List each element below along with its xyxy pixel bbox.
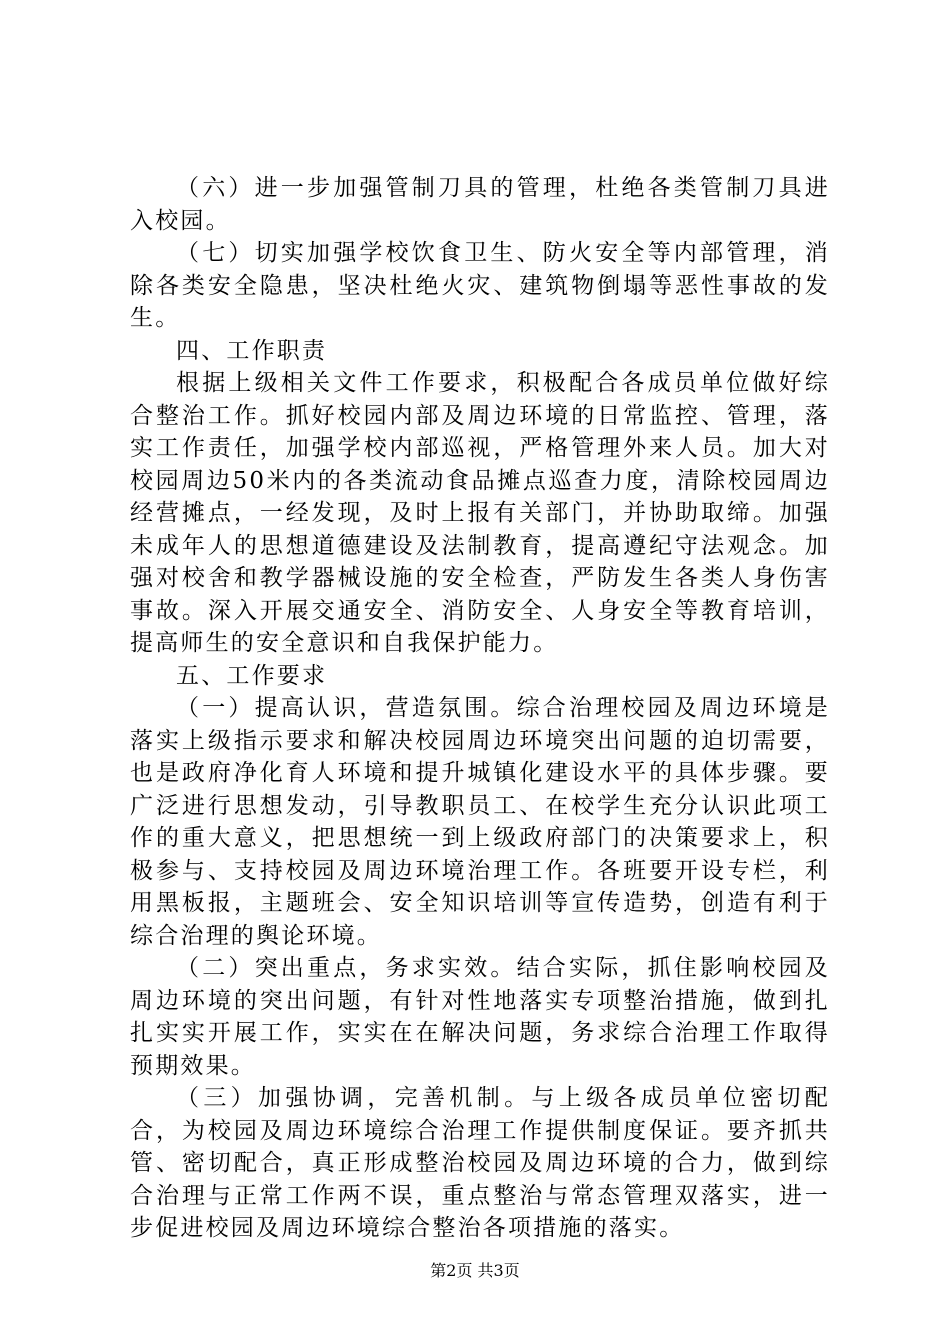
paragraph-item-6: （六）进一步加强管制刀具的管理，杜绝各类管制刀具进入校园。 [130, 175, 830, 234]
section-heading-requirements: 五、工作要求 [176, 662, 328, 689]
paragraph-duties: 根据上级相关文件工作要求，积极配合各成员单位做好综合整治工作。抓好校园内部及周边环境的日常监控、管理，落实工作责任，加强学校内部巡视，严格管理外来人员。加大对校园周边50米内的各类流动食品摊点巡查力度，清除校园周边经营摊点，一经发现，及时上报有关部门，并协助取缔。加强未成年人的思想道德建设及法制教育，提高遵纪守法观念。加强对校舍和教学器械设施的安全检查，严防发生各类人身伤害事故。深入开展交通安全、消防安全、人身安全等教育培训，提高师生的安全意识和自我保护能力。 [130, 370, 830, 656]
paragraph-requirement-3: （三）加强协调，完善机制。与上级各成员单位密切配合，为校园及周边环境综合治理工作提供制度保证。要齐抓共管、密切配合，真正形成整治校园及周边环境的合力，做到综合治理与正常工作两不误，重点整治与常态管理双落实，进一步促进校园及周边环境综合整治各项措施的落实。 [130, 1085, 830, 1241]
paragraph-item-7: （七）切实加强学校饮食卫生、防火安全等内部管理，消除各类安全隐患，坚决杜绝火灾、建筑物倒塌等恶性事故的发生。 [130, 240, 830, 331]
section-heading-duties: 四、工作职责 [176, 337, 328, 364]
document-body [130, 172, 830, 1245]
paragraph-requirement-2: （二）突出重点，务求实效。结合实际，抓住影响校园及周边环境的突出问题，有针对性地落实专项整治措施，做到扎扎实实开展工作，实实在在解决问题，务求综合治理工作取得预期效果。 [130, 955, 830, 1079]
paragraph-requirement-1: （一）提高认识，营造氛围。综合治理校园及周边环境是落实上级指示要求和解决校园周边环境突出问题的迫切需要，也是政府净化育人环境和提升城镇化建设水平的具体步骤。要广泛进行思想发动，引导教职员工、在校学生充分认识此项工作的重大意义，把思想统一到上级政府部门的决策要求上，积极参与、支持校园及周边环境治理工作。各班要开设专栏，利用黑板报，主题班会、安全知识培训等宣传造势，创造有利于综合治理的舆论环境。 [130, 695, 830, 949]
page-footer: 第2页 共3页 [430, 1261, 520, 1280]
